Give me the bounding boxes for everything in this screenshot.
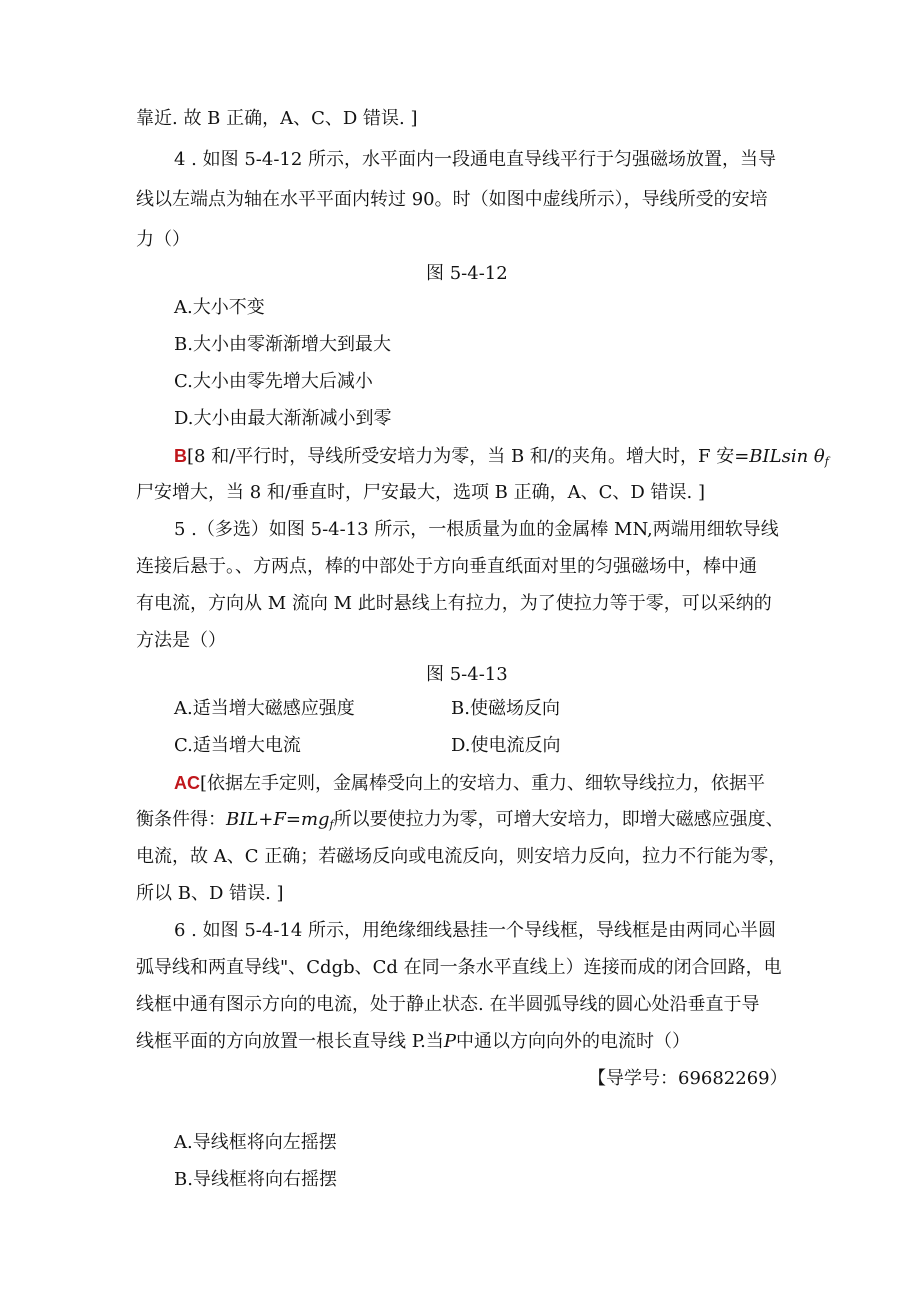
option-b: B.使磁场反向 — [451, 698, 560, 719]
question-6-line-2: 弧导线和两直导线"、Cdgb、Cd 在同一条水平直线上）连接而成的闭合回路，电 — [136, 957, 782, 978]
figure-caption-5-4-12: 图 5-4-12 — [426, 263, 508, 284]
option-b: B.导线框将向右摇摆 — [174, 1169, 337, 1190]
answer-5-text: 衡条件得： — [136, 809, 226, 830]
option-d: D.使电流反向 — [451, 735, 561, 756]
question-6-line-3: 线框中通有图示方向的电流，处于静止状态. 在半圆弧导线的圆心处沿垂直于导 — [136, 994, 760, 1015]
answer-5-line-2 — [136, 808, 784, 837]
question-6-line-1: 6 . 如图 5-4-14 所示，用绝缘细线悬挂一个导线框，导线框是由两同心半圆 — [174, 920, 777, 941]
formula-bil-f-mg: BIL+F=mg — [226, 809, 330, 830]
figure-caption-5-4-13: 图 5-4-13 — [426, 664, 508, 685]
question-5-line-2: 连接后悬于。、方两点，棒的中部处于方向垂直纸面对里的匀强磁场中，棒中通 — [136, 556, 757, 577]
option-a: A.大小不变 — [174, 297, 265, 318]
answer-4-tag: B — [174, 446, 187, 466]
question-6-text: 线框平面的方向放置一根长直导线 P.当 — [136, 1031, 444, 1052]
answer-5-text: 所以要使拉力为零，可增大安培力，即增大磁感应强度、 — [333, 809, 784, 830]
question-6-text: 中通以方向向外的电流时（） — [456, 1031, 691, 1052]
answer-4-text: [8 和/平行时，导线所受安培力为零，当 B 和/的夹角。增大时，F 安 — [187, 446, 735, 467]
option-a: A.导线框将向左摇摆 — [174, 1132, 337, 1153]
answer-4-line-1 — [174, 444, 829, 474]
formula-subscript: f — [329, 818, 334, 831]
question-5-line-4: 方法是（） — [136, 630, 226, 651]
answer-5-line-3: 电流，故 A、C 正确；若磁场反向或电流反向，则安培力反向，拉力不行能为零， — [136, 846, 787, 867]
question-4-line-3: 力（） — [136, 229, 190, 250]
question-6-line-4 — [136, 1030, 690, 1054]
text-line: 靠近. 故 B 正确，A、C、D 错误. ] — [136, 108, 418, 129]
answer-5-tag: AC — [174, 773, 200, 793]
reference-number: 【导学号：69682269） — [588, 1068, 788, 1089]
option-d: D.大小由最大渐渐减小到零 — [174, 408, 392, 429]
question-5-line-3: 有电流，方向从 M 流向 M 此时悬线上有拉力，为了使拉力等于零，可以采纳的 — [136, 593, 772, 614]
option-c: C.大小由零先增大后减小 — [174, 371, 373, 392]
option-a: A.适当增大磁感应强度 — [174, 698, 355, 719]
question-5-line-1: 5 .（多选）如图 5-4-13 所示，一根质量为血的金属棒 MN,两端用细软导线 — [174, 519, 779, 540]
answer-5-line-1 — [174, 771, 765, 796]
option-c: C.适当增大电流 — [174, 735, 301, 756]
question-4-line-1: 4 . 如图 5-4-12 所示，水平面内一段通电直导线平行于匀强磁场放置，当导 — [174, 149, 777, 170]
variable-p: P — [443, 1031, 457, 1052]
answer-5-line-4: 所以 B、D 错误. ] — [136, 883, 284, 904]
option-b: B.大小由零渐渐增大到最大 — [174, 334, 391, 355]
answer-5-text: [依据左手定则，金属棒受向上的安培力、重力、细软导线拉力，依据平 — [200, 773, 766, 794]
question-4-line-2: 线以左端点为轴在水平平面内转过 90。时（如图中虚线所示），导线所受的安培 — [136, 189, 768, 210]
formula-bilsin: =BILsin θ — [734, 446, 825, 467]
answer-4-line-2: 尸安增大，当 8 和/垂直时，尸安最大，选项 B 正确，A、C、D 错误. ] — [136, 482, 706, 503]
formula-subscript: f — [824, 455, 829, 468]
